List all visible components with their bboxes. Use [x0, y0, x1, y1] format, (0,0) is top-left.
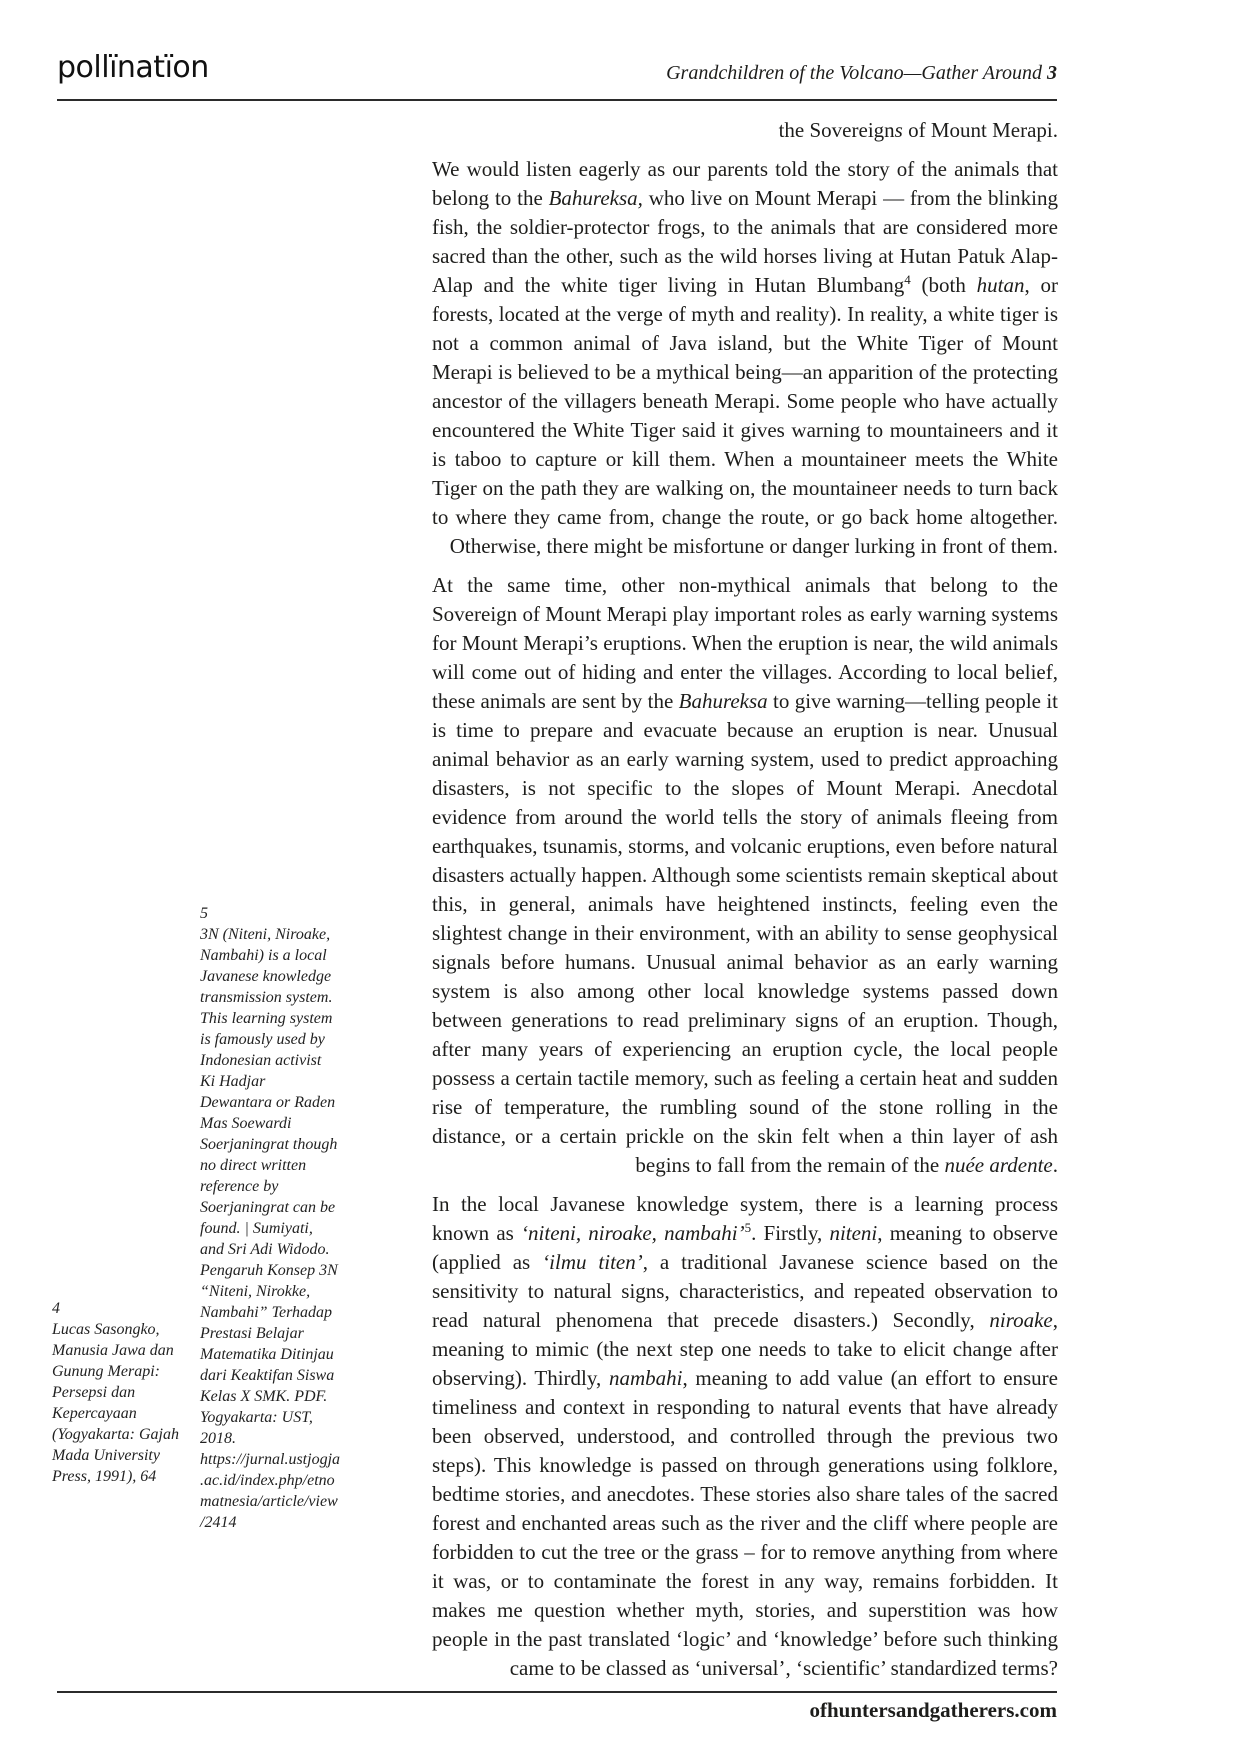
header-rule: [57, 99, 1057, 101]
paragraph-1: We would listen eagerly as our parents told the story of the animals that belong to the Bahureksa, who live on Mount Merapi — from the blinking fish, the soldier-protector frogs, to the animals that are considered more sacred than the other, such as the wild horses living at Hutan Patuk Alap-Alap and the white tiger living in Hutan Blumbang$^4$ (both hutan, or forests, located at the verge of myth and reality). In reality, a white tiger is not a common animal of Java island, but the White Tiger of Mount Merapi is believed to be a mythical being—an apparition of the protecting ancestor of the villagers beneath Merapi. Some people who have actually encountered the White Tiger said it gives warning to mountaineers and it is taboo to capture or kill them. When a mountaineer meets the White Tiger on the path they are walking on, the mountaineer needs to turn back to where they came from, change the route, or go back home altogether. Otherwise, there might be misfortune or danger lurking in front of them.: [432, 157, 1058, 558]
footnote-5-number: 5: [200, 905, 208, 922]
footer-rule: [57, 1691, 1057, 1693]
footnote-5-text: 3N (Niteni, Niroake, Nambahi) is a local Javanese knowledge transmission system. This learning system is famously used by Indonesian activist Ki Hadjar Dewantara or Raden Mas Soewardi Soerjaningrat though no direct written reference by Soerjaningrat can be found. | Sumiyati, and Sri Adi Widodo. Pengaruh Konsep 3N “Niteni, Nirokke, Nambahi” Terhadap Prestasi Belajar Matematika Ditinjau dari Keaktifan Siswa Kelas X SMK. PDF. Yogyakarta: UST, 2018. https://jurnal.ustjogja.ac.id/index.php/etnomatnesia/article/view/2414: [200, 926, 341, 1531]
article-body: [432, 116, 1058, 1693]
paragraph-2: At the same time, other non-mythical animals that belong to the Sovereign of Mount Merapi play important roles as early warning systems for Mount Merapi’s eruptions. When the eruption is near, the wild animals will come out of hiding and enter the villages. According to local belief, these animals are sent by the Bahureksa to give warning—telling people it is time to prepare and evacuate because an eruption is near. Unusual animal behavior as an early warning system, used to predict approaching disasters, is not specific to the slopes of Mount Merapi. Anecdotal evidence from around the world tells the story of animals fleeing from earthquakes, tsunamis, storms, and volcanic eruptions, even before natural disasters actually happen. Although some scientists remain skeptical about this, in general, animals have heightened instincts, feeling even the slightest change in their environment, with an ability to sense geophysical signals before humans. Unusual animal behavior as an early warning system is also among other local knowledge systems passed down between generations to read preliminary signs of an eruption. Though, after many years of experiencing an eruption cycle, the local people possess a certain tactile memory, such as feeling a certain heat and sudden rise of temperature, the rumbling sound of the stone rolling in the distance, or a certain prickle on the skin felt when a thin layer of ash begins to fall from the remain of the nuée ardente.: [432, 573, 1058, 1177]
running-header: [666, 62, 1057, 85]
footnote-4: [52, 1298, 184, 1487]
paragraph-3: In the local Javanese knowledge system, there is a learning process known as ‘niteni, niroake, nambahi’$^5$. Firstly, niteni, meaning to observe (applied as ‘ilmu titen’, a traditional Javanese science based on the sensitivity to natural signs, characteristics, and repeated observation to read natural phenomena that precede disasters.) Secondly, niroake, meaning to mimic (the next step one needs to take to elicit change after observing). Thirdly, nambahi, meaning to add value (an effort to ensure timeliness and context in responding to natural events that have already been observed, understood, and controlled through the previous two steps). This knowledge is passed on through generations using folklore, bedtime stories, and anecdotes. These stories also share tales of the sacred forest and enchanted areas such as the river and the cliff where people are forbidden to cut the tree or the grass – for to remove anything from where it was, or to contaminate the forest in any way, remains forbidden. It makes me question whether myth, stories, and superstition was how people in the past translated ‘logic’ and ‘knowledge’ before such thinking came to be classed as ‘universal’, ‘scientific’ standardized terms?: [432, 1192, 1059, 1680]
footer-site: ofhuntersandgatherers.com: [809, 1698, 1057, 1722]
pollination-logo: pollïnatïon: [57, 50, 209, 85]
lead-in-line: the Sovereigns of Mount Merapi.: [778, 118, 1058, 142]
page-number: 3: [1047, 62, 1057, 84]
footnote-5: [200, 903, 340, 1533]
running-header-title: Grandchildren of the Volcano—Gather Around: [666, 62, 1047, 84]
footnote-4-number: 4: [52, 1300, 60, 1317]
footnote-4-text: Lucas Sasongko, Manusia Jawa dan Gunung Merapi: Persepsi dan Kepercayaan (Yogyakarta: Gajah Mada University Press, 1991), 64: [52, 1321, 179, 1485]
